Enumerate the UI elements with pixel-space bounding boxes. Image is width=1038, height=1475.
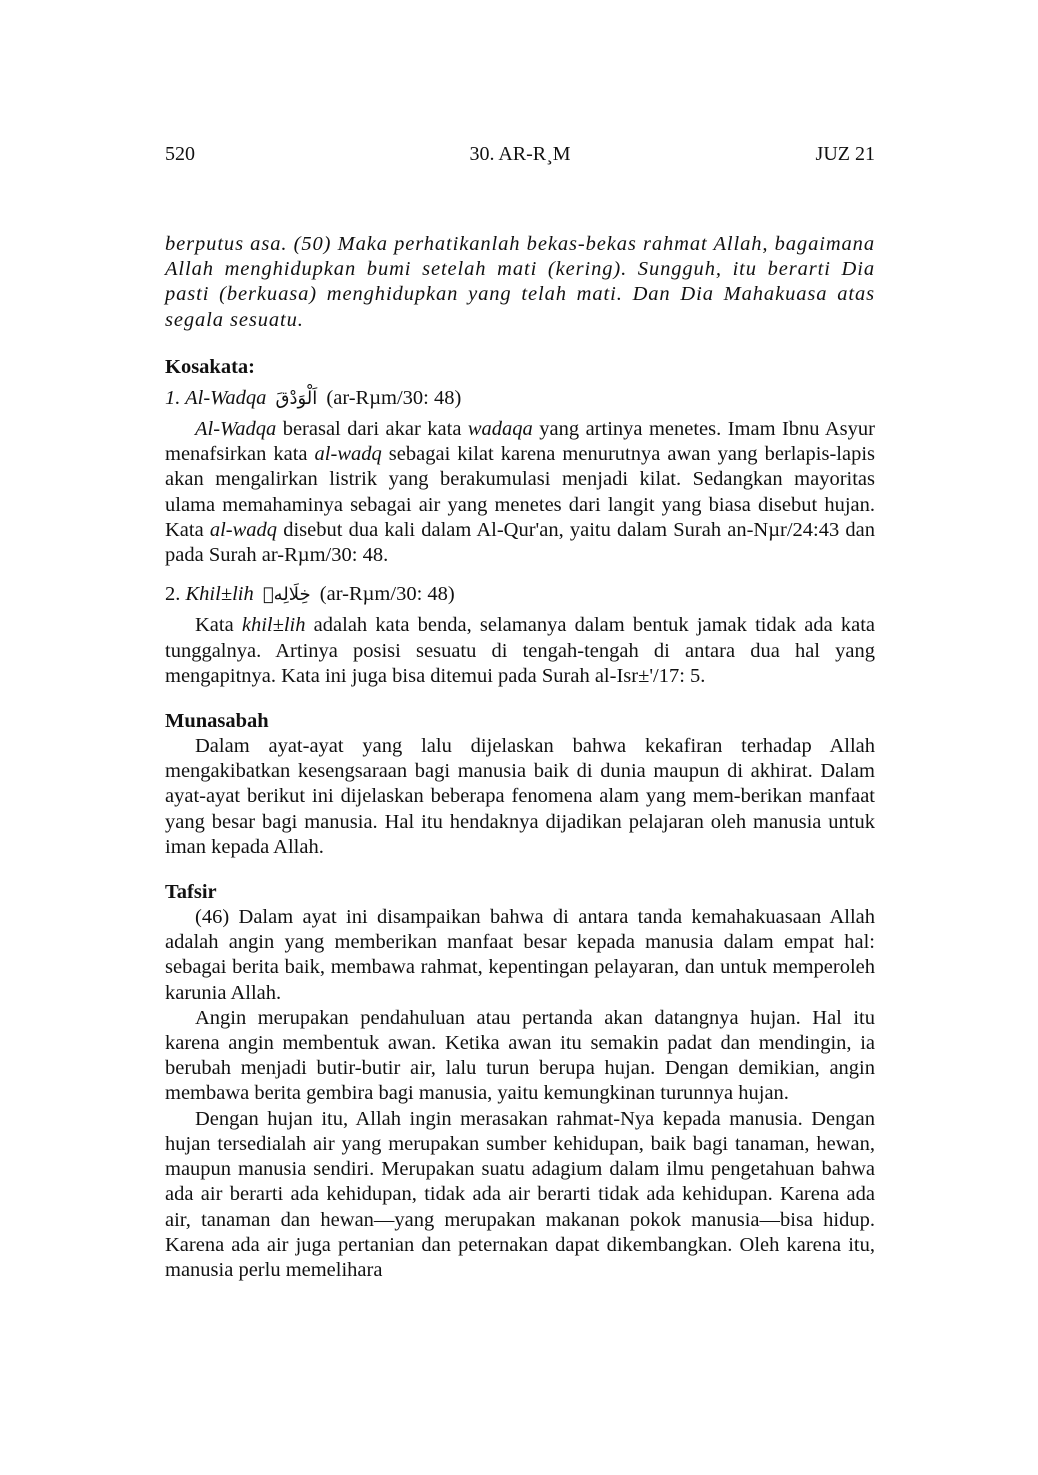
tafsir-heading: Tafsir: [165, 881, 217, 904]
munasabah-text: Dalam ayat-ayat yang lalu dijelaskan bahwa kekafiran terhadap Allah mengakibatkan kesengsaraan bagi manusia baik di dunia maupun di akhirat. Dalam ayat-ayat berikut ini dijelaskan beberapa fenomena alam yang mem-berikan manfaat yang besar bagi manusia. Hal itu hendaknya dijadikan pelajaran oleh manusia untuk iman kepada Allah.: [165, 735, 875, 858]
vocab-item-1: [165, 386, 875, 411]
vocab-reference: (ar-Rµm/30: 48): [319, 583, 455, 606]
text-run: yang artinya menetes. Imam Ibnu Asyur menafsirkan kata: [165, 418, 875, 466]
vocab-explanation: [165, 613, 875, 689]
munasabah-heading: Munasabah: [165, 710, 269, 733]
text-run: Kata: [195, 614, 242, 637]
vocab-item-2: [165, 582, 875, 607]
tafsir-paragraph: Dengan hujan itu, Allah ingin merasakan rahmat-Nya kepada manusia. Dengan hujan tersedialah air yang merupakan sumber kehidupan, baik bagi tanaman, hewan, maupun manusia sendiri. Merupakan suatu adagium dalam ilmu pengetahuan bahwa ada air berarti ada kehidupan, tidak ada air berarti tidak ada kehidupan. Karena ada air, tanaman dan hewan—yang merupakan makanan pokok manusia—bisa hidup. Karena ada air juga pertanian dan peternakan dapat dikembangkan. Oleh karena itu, manusia perlu memelihara: [165, 1107, 875, 1281]
vocab-number: 2.: [165, 583, 181, 606]
vocab-reference: (ar-Rµm/30: 48): [326, 386, 462, 409]
arabic-word: اَلْوَدْقَ: [275, 387, 318, 409]
italic-run: khil±lih: [241, 614, 306, 637]
vocab-term: Khil±lih: [185, 583, 254, 606]
tafsir-paragraph: Angin merupakan pendahuluan atau pertanda akan datangnya hujan. Hal itu karena angin membentuk awan. Ketika awan itu semakin padat dan mendingin, ia berubah menjadi butir-butir air, lalu turun berupa hujan. Dengan demikian, angin membawa berita gembira bagi manusia, yaitu kemungkinan turunnya hujan.: [165, 1006, 875, 1105]
vocab-term: 1. Al-Wadqa: [165, 386, 267, 409]
kosakata-heading: Kosakata:: [165, 355, 255, 378]
text-run: sebagai kilat karena menurutnya awan yang berlapis-lapis akan mengalirkan listrik yang berakumulasi menjadi kilat. Sedangkan mayoritas ulama memahaminya sebagai air yang menetes dari langit yang biasa disebut hujan. Kata: [165, 443, 876, 541]
page-number: 520: [165, 143, 195, 165]
vocab-explanation: [165, 417, 875, 568]
text-run: berasal dari akar kata: [276, 418, 468, 441]
surah-title: 30. AR-R¸M: [469, 143, 571, 165]
text-run: disebut dua kali dalam Al-Qur'an, yaitu dalam Surah an-Nµr/24:43 dan pada Surah ar-Rµm/30: 48.: [165, 518, 875, 567]
vocab-term-inline: Al-Wadqa: [195, 418, 277, 441]
juz-label: JUZ 21: [815, 143, 875, 165]
page-body: [165, 232, 875, 1283]
arabic-word: خِلَالِهٖ: [262, 584, 311, 606]
translation-text: berputus asa. (50) Maka perhatikanlah bekas-bekas rahmat Allah, bagaimana Allah menghidupkan bumi setelah mati (kering). Sungguh, itu berarti Dia pasti (berkuasa) menghidupkan yang telah mati. Dan Dia Mahakuasa atas segala sesuatu.: [165, 233, 875, 331]
italic-run: al-wadq: [314, 443, 382, 466]
italic-run: al-wadq: [209, 518, 278, 541]
italic-run: wadaqa: [467, 418, 533, 441]
running-header: [165, 143, 875, 173]
tafsir-paragraph: (46) Dalam ayat ini disampaikan bahwa di antara tanda kemahakuasaan Allah adalah angin yang memberikan manfaat besar kepada manusia dalam empat hal: sebagai berita baik, membawa rahmat, kepentingan pelayaran, dan untuk memperoleh karunia Allah.: [165, 906, 875, 1004]
text-run: adalah kata benda, selamanya dalam bentuk jamak tidak ada kata tunggalnya. Artinya posisi sesuatu di tengah-tengah di antara dua hal yang mengapitnya. Kata ini juga bisa ditemui pada Surah al-Isr±'/17: 5.: [165, 614, 875, 687]
